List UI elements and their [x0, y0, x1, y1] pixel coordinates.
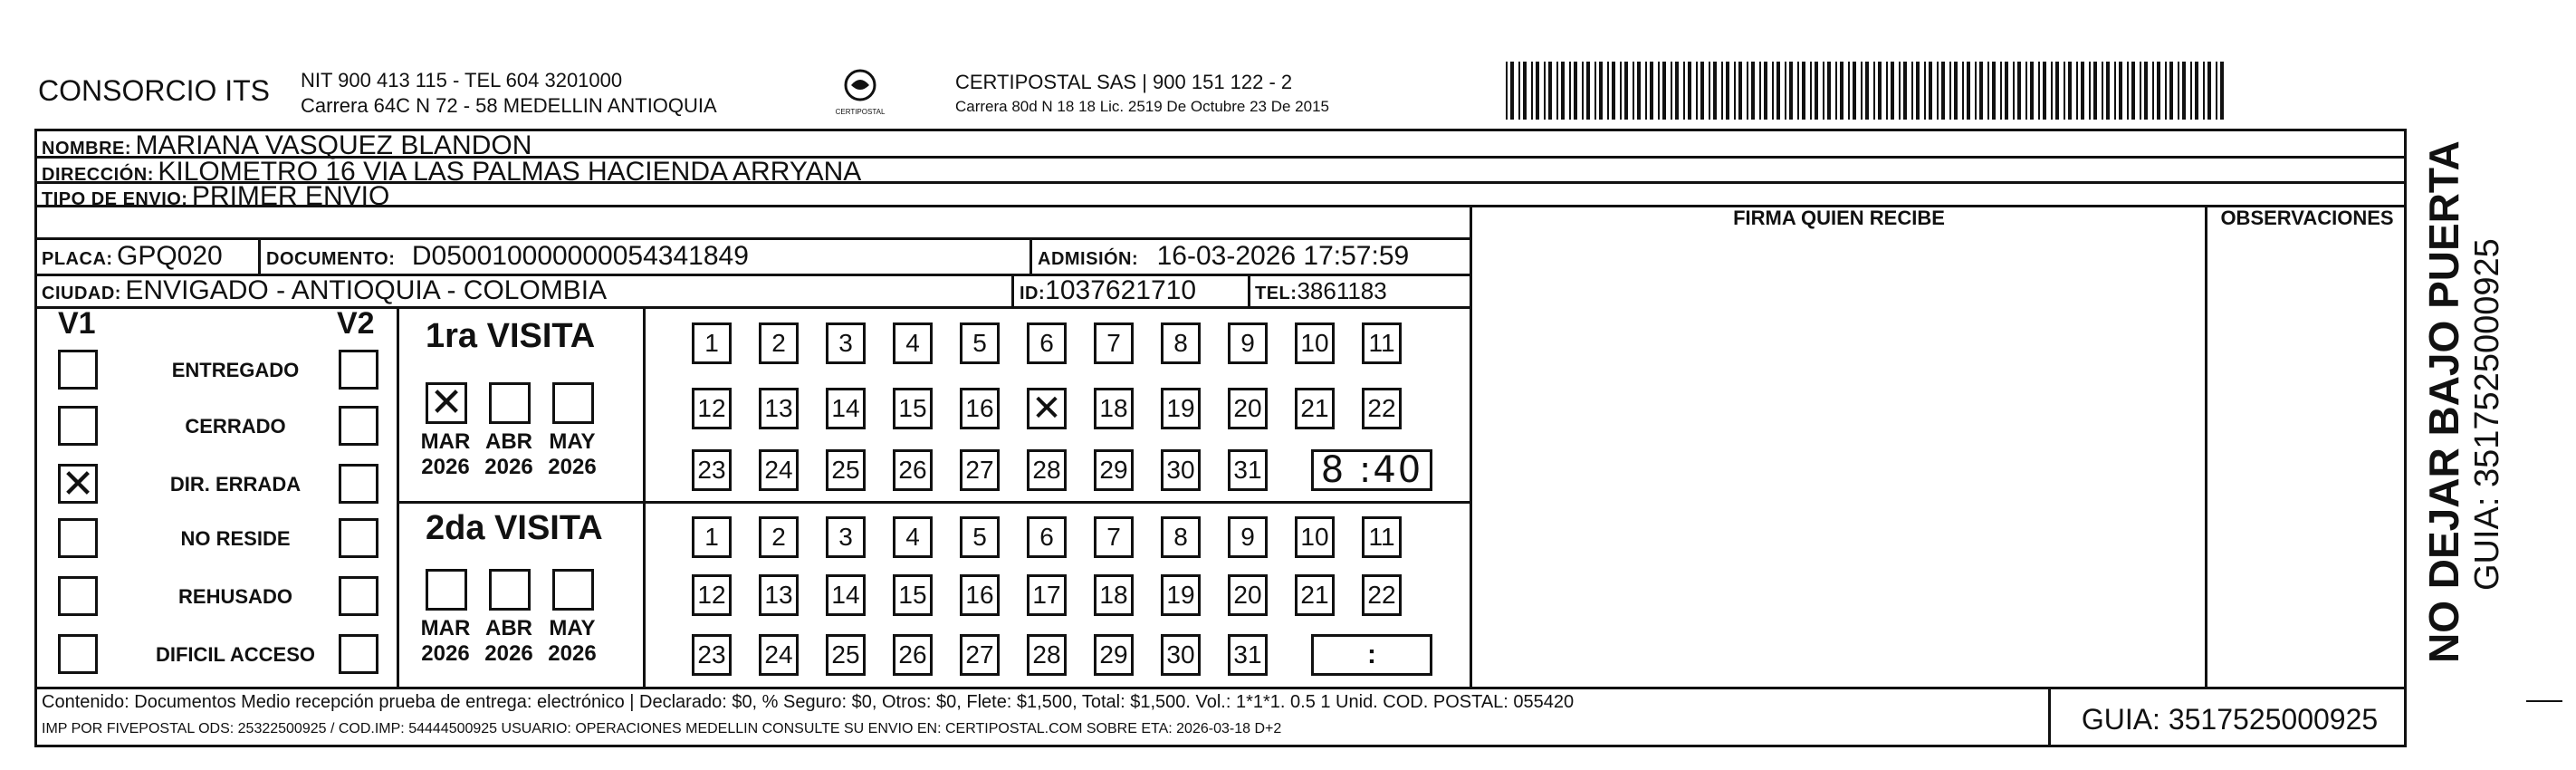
id-label: ID: — [1020, 284, 1046, 303]
month-year: 2026 — [484, 455, 533, 479]
visit2-month-label — [417, 616, 474, 667]
barcode-bar — [2144, 62, 2148, 120]
barcode-bar — [2089, 62, 2091, 120]
barcode-bar — [1713, 62, 1717, 120]
company-nit: NIT 900 413 115 - TEL 604 3201000 — [301, 69, 623, 91]
barcode-bar — [1810, 62, 1812, 120]
month-year: 2026 — [484, 641, 533, 666]
visit2-time-box[interactable] — [1311, 634, 1432, 676]
month-year: 2026 — [548, 641, 597, 666]
status-label: CERRADO — [185, 415, 286, 438]
visit1-day-box[interactable]: 9 — [1228, 322, 1268, 364]
barcode-bar — [1815, 62, 1818, 120]
v1-checkbox[interactable] — [58, 518, 98, 558]
barcode-bar — [1764, 62, 1767, 120]
barcode-bar — [1586, 62, 1590, 120]
visit1-time: 8 :40 — [1320, 449, 1423, 491]
visit2-day-box[interactable]: 13 — [759, 574, 799, 616]
visit2-day-box[interactable]: 19 — [1161, 574, 1201, 616]
month-name: MAR — [420, 616, 471, 640]
barcode-bar — [1607, 62, 1609, 120]
barcode-bar — [2157, 62, 2160, 120]
certipostal-address: Carrera 80d N 18 18 Lic. 2519 De Octubre 23 De 2015 — [955, 98, 1329, 115]
barcode-bar — [2169, 62, 2173, 120]
barcode-bar — [2195, 62, 2198, 120]
barcode-bar — [1751, 62, 1755, 120]
footer-guia: GUIA: 3517525000925 — [2081, 703, 2379, 736]
visit2-day-box[interactable]: 17 — [1027, 574, 1067, 616]
barcode-bar — [1671, 62, 1672, 120]
barcode-bar — [1954, 62, 1958, 120]
barcode-bar — [1556, 62, 1558, 120]
barcode-bar — [2190, 62, 2192, 120]
visit2-month-label — [543, 616, 601, 667]
tel-label: TEL: — [1255, 284, 1298, 303]
month-name: ABR — [485, 429, 532, 454]
barcode-bar — [1683, 62, 1685, 120]
barcode-bar — [1510, 62, 1514, 120]
visit1-month-label — [417, 429, 474, 480]
barcode-bar — [1802, 62, 1805, 120]
barcode-bar — [1506, 62, 1508, 120]
month-year: 2026 — [421, 641, 470, 666]
company-address: Carrera 64C N 72 - 58 MEDELLIN ANTIOQUIA — [301, 94, 717, 117]
status-label: REHUSADO — [178, 585, 292, 608]
barcode-bar — [2140, 62, 2141, 120]
visit1-day-box[interactable]: 21 — [1295, 388, 1335, 429]
visit2-day-box[interactable]: 11 — [1362, 516, 1402, 558]
barcode-bar — [1544, 62, 1546, 120]
visit2-day-box[interactable]: 4 — [893, 516, 933, 558]
barcode-bar — [1929, 62, 1932, 120]
barcode-bar — [2178, 62, 2179, 120]
tel-value: 3861183 — [1297, 277, 1387, 304]
barcode-bar — [2182, 62, 2186, 120]
month-year: 2026 — [548, 455, 597, 479]
barcode-bar — [1633, 62, 1634, 120]
visit2-day-box[interactable]: 27 — [960, 634, 1000, 676]
visit1-month-checkbox[interactable] — [552, 382, 594, 424]
direccion-label: DIRECCIÓN: — [42, 165, 154, 185]
barcode-bar — [1624, 62, 1628, 120]
edge-mark — [2526, 700, 2562, 702]
placa-value: GPQ020 — [117, 241, 223, 271]
visit2-time: : — [1367, 640, 1376, 669]
visit1-day-box[interactable]: 11 — [1362, 322, 1402, 364]
admision-field — [1038, 241, 1409, 272]
tel-field — [1255, 277, 1387, 305]
barcode-bar — [1561, 62, 1565, 120]
documento-field — [266, 241, 749, 272]
barcode-bar — [2076, 62, 2078, 120]
barcode-bar — [1823, 62, 1824, 120]
v2-label: V2 — [337, 306, 375, 341]
barcode-bar — [1650, 62, 1653, 120]
month-name: MAY — [549, 616, 596, 640]
visit1-day-box[interactable]: 14 — [826, 388, 866, 429]
v1-label: V1 — [58, 306, 96, 341]
status-label: DIFICIL ACCESO — [155, 643, 315, 666]
v1-checkbox[interactable] — [58, 461, 98, 507]
visit2-day-box[interactable]: 30 — [1161, 634, 1201, 676]
visit2-month-label — [480, 616, 538, 667]
barcode-bar — [1726, 62, 1729, 120]
visit2-day-box[interactable]: 25 — [826, 634, 866, 676]
checkmark-icon: ✕ — [429, 380, 464, 426]
visit1-month-label — [543, 429, 601, 480]
barcode-bar — [1937, 62, 1939, 120]
barcode-bar — [1861, 62, 1863, 120]
barcode-bar — [1700, 62, 1704, 120]
barcode-bar — [1886, 62, 1888, 120]
barcode-bar — [2102, 62, 2103, 120]
checkmark-icon: ✕ — [1031, 388, 1062, 429]
visit1-day-box[interactable]: 5 — [960, 322, 1000, 364]
barcode-bar — [2220, 62, 2224, 120]
visit1-day-box[interactable]: 2 — [759, 322, 799, 364]
visit1-title: 1ra VISITA — [426, 317, 596, 355]
barcode-bar — [1924, 62, 1926, 120]
barcode-bar — [1599, 62, 1603, 120]
barcode-bar — [1776, 62, 1780, 120]
tipo-value: PRIMER ENVIO — [191, 181, 390, 211]
barcode-bar — [2216, 62, 2217, 120]
visit1-day-box[interactable]: 18 — [1094, 388, 1134, 429]
ciudad-field — [42, 275, 607, 306]
visit1-month-checkbox[interactable] — [489, 382, 531, 424]
visit2-day-box[interactable]: 3 — [826, 516, 866, 558]
v1-checkbox[interactable] — [58, 406, 98, 446]
barcode-bar — [1797, 62, 1799, 120]
barcode-bar — [1878, 62, 1882, 120]
barcode-bar — [1911, 62, 1913, 120]
barcode-bar — [1747, 62, 1748, 120]
documento-label: DOCUMENTO: — [266, 249, 396, 269]
visit2-day-box[interactable]: 21 — [1295, 574, 1335, 616]
admision-value: 16-03-2026 17:57:59 — [1156, 241, 1410, 271]
visit1-day-box[interactable]: 22 — [1362, 388, 1402, 429]
barcode-bar — [2064, 62, 2065, 120]
barcode-bar — [2152, 62, 2154, 120]
barcode-bar — [1721, 62, 1723, 120]
visit2-day-box[interactable]: 23 — [692, 634, 732, 676]
certipostal-logo-icon — [833, 67, 887, 118]
tipo-row — [42, 181, 389, 212]
barcode-bar — [1840, 62, 1843, 120]
barcode-bar — [1594, 62, 1596, 120]
barcode-bar — [1696, 62, 1698, 120]
barcode-bar — [2127, 62, 2129, 120]
visit1-month-checkbox[interactable] — [426, 382, 467, 424]
documento-value: D050010000000054341849 — [411, 241, 749, 271]
barcode-bar — [2043, 62, 2046, 120]
nombre-label: NOMBRE: — [42, 139, 132, 159]
barcode-bar — [2038, 62, 2040, 120]
visit2-day-box[interactable]: 10 — [1295, 516, 1335, 558]
visit1-day-box[interactable]: 13 — [759, 388, 799, 429]
status-label: ENTREGADO — [171, 359, 300, 381]
id-value: 1037621710 — [1045, 275, 1197, 305]
barcode-bar — [2013, 62, 2015, 120]
visit2-day-box[interactable]: 9 — [1228, 516, 1268, 558]
visit2-day-box[interactable]: 2 — [759, 516, 799, 558]
barcode-bar — [1916, 62, 1920, 120]
barcode-bar — [1975, 62, 1977, 120]
barcode-bar — [2081, 62, 2084, 120]
visit2-title: 2da VISITA — [426, 509, 603, 547]
barcode-bar — [2017, 62, 2021, 120]
visit1-day-box[interactable]: 15 — [893, 388, 933, 429]
tipo-label: TIPO DE ENVIO: — [42, 189, 188, 209]
visit2-day-box[interactable]: 16 — [960, 574, 1000, 616]
barcode-bar — [1574, 62, 1577, 120]
visit1-day-box[interactable] — [1027, 388, 1067, 429]
barcode-bar — [1536, 62, 1539, 120]
barcode-bar — [1645, 62, 1647, 120]
barcode-bar — [1941, 62, 1945, 120]
company-name: CONSORCIO ITS — [38, 74, 271, 107]
barcode-bar — [2203, 62, 2205, 120]
v1-checkbox[interactable] — [58, 634, 98, 674]
visit2-day-box[interactable]: 15 — [893, 574, 933, 616]
visit1-day-box[interactable]: 28 — [1027, 449, 1067, 491]
visit2-day-box[interactable]: 8 — [1161, 516, 1201, 558]
barcode-bar — [1637, 62, 1641, 120]
visit1-day-box[interactable]: 26 — [893, 449, 933, 491]
barcode-bar — [2000, 62, 2002, 120]
placa-label: PLACA: — [42, 249, 113, 269]
visit1-day-box[interactable]: 8 — [1161, 322, 1201, 364]
visit2-day-box[interactable]: 5 — [960, 516, 1000, 558]
barcode-bar — [1848, 62, 1850, 120]
visit1-day-box[interactable]: 31 — [1228, 449, 1268, 491]
visit1-day-box[interactable]: 23 — [692, 449, 732, 491]
status-label: DIR. ERRADA — [169, 473, 302, 496]
contenido-text: Contenido: Documentos Medio recepción prueba de entrega: electrónico | Declarado: $0, % Seguro: $0, Otros: $0, Flete: $1,500, Total: $1,500. Vol.: 1*1*1. 0.5 1 Unid. COD. POSTAL: 055420 — [42, 692, 1575, 712]
barcode-bar — [2005, 62, 2008, 120]
visit1-month-label — [480, 429, 538, 480]
barcode-bar — [1688, 62, 1691, 120]
id-field — [1020, 275, 1196, 306]
visit1-day-box[interactable]: 19 — [1161, 388, 1201, 429]
ciudad-label: CIUDAD: — [42, 284, 121, 303]
barcode-bar — [1620, 62, 1622, 120]
barcode-bar — [1734, 62, 1736, 120]
barcode-bar — [1772, 62, 1774, 120]
visit2-month-checkbox[interactable] — [552, 569, 594, 611]
barcode-bar — [1992, 62, 1996, 120]
visit1-time-box[interactable] — [1311, 449, 1432, 491]
firma-header: FIRMA QUIEN RECIBE — [1733, 207, 1945, 229]
barcode-bar — [2131, 62, 2135, 120]
visit2-day-box[interactable]: 20 — [1228, 574, 1268, 616]
visit2-day-box[interactable]: 14 — [826, 574, 866, 616]
visit1-day-box[interactable]: 12 — [692, 388, 732, 429]
visit1-day-box[interactable]: 6 — [1027, 322, 1067, 364]
barcode-bar — [1853, 62, 1856, 120]
visit1-day-box[interactable]: 3 — [826, 322, 866, 364]
month-year: 2026 — [421, 455, 470, 479]
barcode-bar — [1658, 62, 1660, 120]
month-name: MAY — [549, 429, 596, 454]
barcode-bar — [1531, 62, 1533, 120]
ciudad-value: ENVIGADO - ANTIOQUIA - COLOMBIA — [125, 275, 608, 305]
imp-text: IMP POR FIVEPOSTAL ODS: 25322500925 / COD.IMP: 54444500925 USUARIO: OPERACIONES MEDELLIN CONSULTE SU ENVIO EN: CERTIPOSTAL.COM SOBRE ETA: 2026-03-18 D+2 — [42, 721, 1282, 736]
nombre-value: MARIANA VASQUEZ BLANDON — [135, 130, 532, 160]
barcode-bar — [1662, 62, 1666, 120]
barcode-bar — [1518, 62, 1520, 120]
visit1-day-box[interactable]: 20 — [1228, 388, 1268, 429]
visit2-day-box[interactable]: 6 — [1027, 516, 1067, 558]
barcode-bar — [1967, 62, 1970, 120]
barcode-bar — [2165, 62, 2167, 120]
visit2-day-box[interactable]: 18 — [1094, 574, 1134, 616]
visit1-day-box[interactable]: 30 — [1161, 449, 1201, 491]
barcode-bar — [1899, 62, 1901, 120]
visit2-day-box[interactable]: 1 — [692, 516, 732, 558]
logo-text: CERTIPOSTAL — [835, 108, 886, 116]
barcode-bar — [1548, 62, 1552, 120]
barcode-bar — [1612, 62, 1615, 120]
barcode-bar — [1865, 62, 1869, 120]
barcode — [1506, 62, 2226, 120]
v1-checkbox[interactable] — [58, 350, 98, 390]
observaciones-header: OBSERVACIONES — [2220, 207, 2394, 229]
visit1-day-box[interactable]: 10 — [1295, 322, 1335, 364]
v2-checkbox[interactable] — [339, 634, 378, 674]
admision-label: ADMISIÓN: — [1038, 249, 1139, 269]
certipostal-info: CERTIPOSTAL SAS | 900 151 122 - 2 — [955, 71, 1293, 93]
barcode-bar — [1759, 62, 1761, 120]
checkmark-icon: ✕ — [61, 461, 95, 507]
visit2-day-box[interactable]: 12 — [692, 574, 732, 616]
barcode-bar — [2119, 62, 2122, 120]
visit1-day-box[interactable]: 7 — [1094, 322, 1134, 364]
visit1-day-box[interactable]: 24 — [759, 449, 799, 491]
barcode-bar — [1891, 62, 1894, 120]
visit2-month-checkbox[interactable] — [426, 569, 467, 611]
visit1-day-box[interactable]: 1 — [692, 322, 732, 364]
v2-checkbox[interactable] — [339, 576, 378, 616]
barcode-bar — [1675, 62, 1679, 120]
barcode-bar — [1569, 62, 1571, 120]
barcode-bar — [1582, 62, 1584, 120]
barcode-bar — [2106, 62, 2110, 120]
barcode-bar — [2207, 62, 2211, 120]
barcode-bar — [1873, 62, 1875, 120]
no-dejar-bajo-puerta: NO DEJAR BAJO PUERTA — [2420, 140, 2467, 663]
visit1-day-box[interactable]: 25 — [826, 449, 866, 491]
barcode-bar — [2025, 62, 2027, 120]
barcode-bar — [1523, 62, 1527, 120]
barcode-bar — [1962, 62, 1964, 120]
visit1-day-box[interactable]: 29 — [1094, 449, 1134, 491]
v2-checkbox[interactable] — [339, 464, 378, 504]
month-name: MAR — [420, 429, 471, 454]
status-label: NO RESIDE — [180, 527, 291, 550]
barcode-bar — [2055, 62, 2059, 120]
barcode-bar — [2030, 62, 2034, 120]
v1-checkbox[interactable] — [58, 576, 98, 616]
visit1-day-box[interactable]: 4 — [893, 322, 933, 364]
visit2-day-box[interactable]: 26 — [893, 634, 933, 676]
barcode-bar — [1987, 62, 1989, 120]
barcode-bar — [2051, 62, 2053, 120]
visit2-day-box[interactable]: 29 — [1094, 634, 1134, 676]
visit2-day-box[interactable]: 7 — [1094, 516, 1134, 558]
barcode-bar — [2068, 62, 2072, 120]
visit2-day-box[interactable]: 28 — [1027, 634, 1067, 676]
barcode-bar — [1709, 62, 1710, 120]
visit2-day-box[interactable]: 24 — [759, 634, 799, 676]
month-name: ABR — [485, 616, 532, 640]
barcode-bar — [1903, 62, 1907, 120]
v2-checkbox[interactable] — [339, 350, 378, 390]
v2-checkbox[interactable] — [339, 406, 378, 446]
visit2-day-box[interactable]: 31 — [1228, 634, 1268, 676]
barcode-bar — [1789, 62, 1793, 120]
barcode-bar — [1738, 62, 1742, 120]
barcode-bar — [1949, 62, 1951, 120]
v2-checkbox[interactable] — [339, 518, 378, 558]
barcode-bar — [1835, 62, 1837, 120]
barcode-bar — [2093, 62, 2097, 120]
visit2-day-box[interactable]: 22 — [1362, 574, 1402, 616]
barcode-bar — [1979, 62, 1983, 120]
barcode-bar — [1785, 62, 1786, 120]
visit2-month-checkbox[interactable] — [489, 569, 531, 611]
barcode-bar — [1827, 62, 1831, 120]
direccion-value: KILOMETRO 16 VIA LAS PALMAS HACIENDA ARRYANA — [158, 157, 862, 187]
placa-field — [42, 241, 223, 272]
barcode-bar — [2114, 62, 2116, 120]
visit1-day-box[interactable]: 16 — [960, 388, 1000, 429]
certipostal-logo — [833, 67, 887, 118]
side-guia: GUIA: 3517525000925 — [2468, 238, 2506, 591]
visit1-day-box[interactable]: 27 — [960, 449, 1000, 491]
